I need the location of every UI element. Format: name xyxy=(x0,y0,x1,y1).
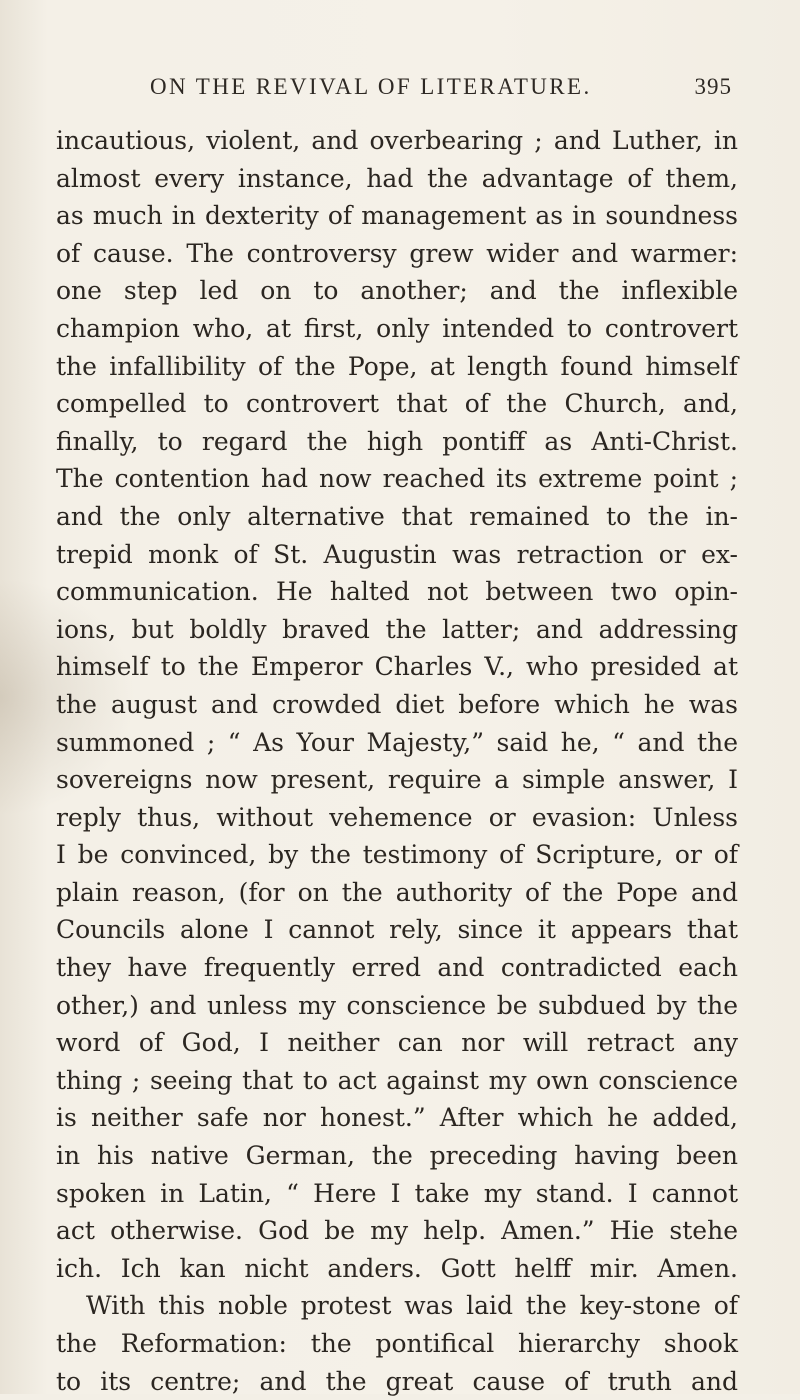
text-line: himself to the Emperor Charles V., who presided at xyxy=(56,652,738,682)
paragraph-start-line: With this noble protest was laid the key-stone of xyxy=(86,1291,738,1321)
text-line: other,) and unless my conscience be subdued by the xyxy=(56,990,738,1020)
text-line: champion who, at first, only intended to controvert xyxy=(56,313,738,343)
text-line: communication. He halted not between two opin- xyxy=(56,577,738,607)
text-line: ions, but boldly braved the latter; and addressing xyxy=(56,614,738,644)
text-line: in his native German, the preceding having been xyxy=(56,1141,738,1171)
text-line: compelled to controvert that of the Church, and, xyxy=(56,389,738,419)
text-line: and the only alternative that remained to the in- xyxy=(56,501,738,531)
text-line: act otherwise. God be my help. Amen.” Hie stehe xyxy=(56,1216,738,1246)
text-line: word of God, I neither can nor will retract any xyxy=(56,1028,738,1058)
text-line: finally, to regard the high pontiff as Anti-Christ. xyxy=(56,426,738,456)
text-line: summoned ; “ As Your Majesty,” said he, “ and the xyxy=(56,727,738,757)
text-line: The contention had now reached its extreme point ; xyxy=(56,464,738,494)
text-line: spoken in Latin, “ Here I take my stand. I cannot xyxy=(56,1178,738,1208)
running-head-title: ON THE REVIVAL OF LITERATURE. xyxy=(150,74,592,99)
text-line: sovereigns now present, require a simple answer, I xyxy=(56,765,738,795)
text-line: the infallibility of the Pope, at length found himself xyxy=(56,351,738,381)
text-line: thing ; seeing that to act against my own conscience xyxy=(56,1065,738,1095)
text-line: ich. Ich kan nicht anders. Gott helff mir. Amen. xyxy=(56,1253,738,1283)
text-line: reply thus, without vehemence or evasion: Unless xyxy=(56,802,738,832)
text-line: is neither safe nor honest.” After which he added, xyxy=(56,1103,738,1133)
text-line: of cause. The controversy grew wider and warmer: xyxy=(56,238,738,268)
body-text xyxy=(56,122,738,1400)
text-line: trepid monk of St. Augustin was retraction or ex- xyxy=(56,539,738,569)
text-line: almost every instance, had the advantage of them, xyxy=(56,163,738,193)
text-line: as much in dexterity of management as in soundness xyxy=(56,201,738,231)
text-line: the august and crowded diet before which he was xyxy=(56,689,738,719)
text-line: to its centre; and the great cause of truth and xyxy=(56,1366,738,1396)
text-line: one step led on to another; and the inflexible xyxy=(56,276,738,306)
text-line: incautious, violent, and overbearing ; and Luther, in xyxy=(56,126,738,155)
page-number: 395 xyxy=(694,74,732,99)
text-line: the Reformation: the pontifical hierarchy shook xyxy=(56,1329,738,1358)
text-line: they have frequently erred and contradicted each xyxy=(56,953,738,983)
text-line: plain reason, (for on the authority of the Pope and xyxy=(56,877,738,907)
text-line: I be convinced, by the testimony of Scripture, or of xyxy=(56,840,738,870)
text-line: Councils alone I cannot rely, since it appears that xyxy=(56,915,738,945)
